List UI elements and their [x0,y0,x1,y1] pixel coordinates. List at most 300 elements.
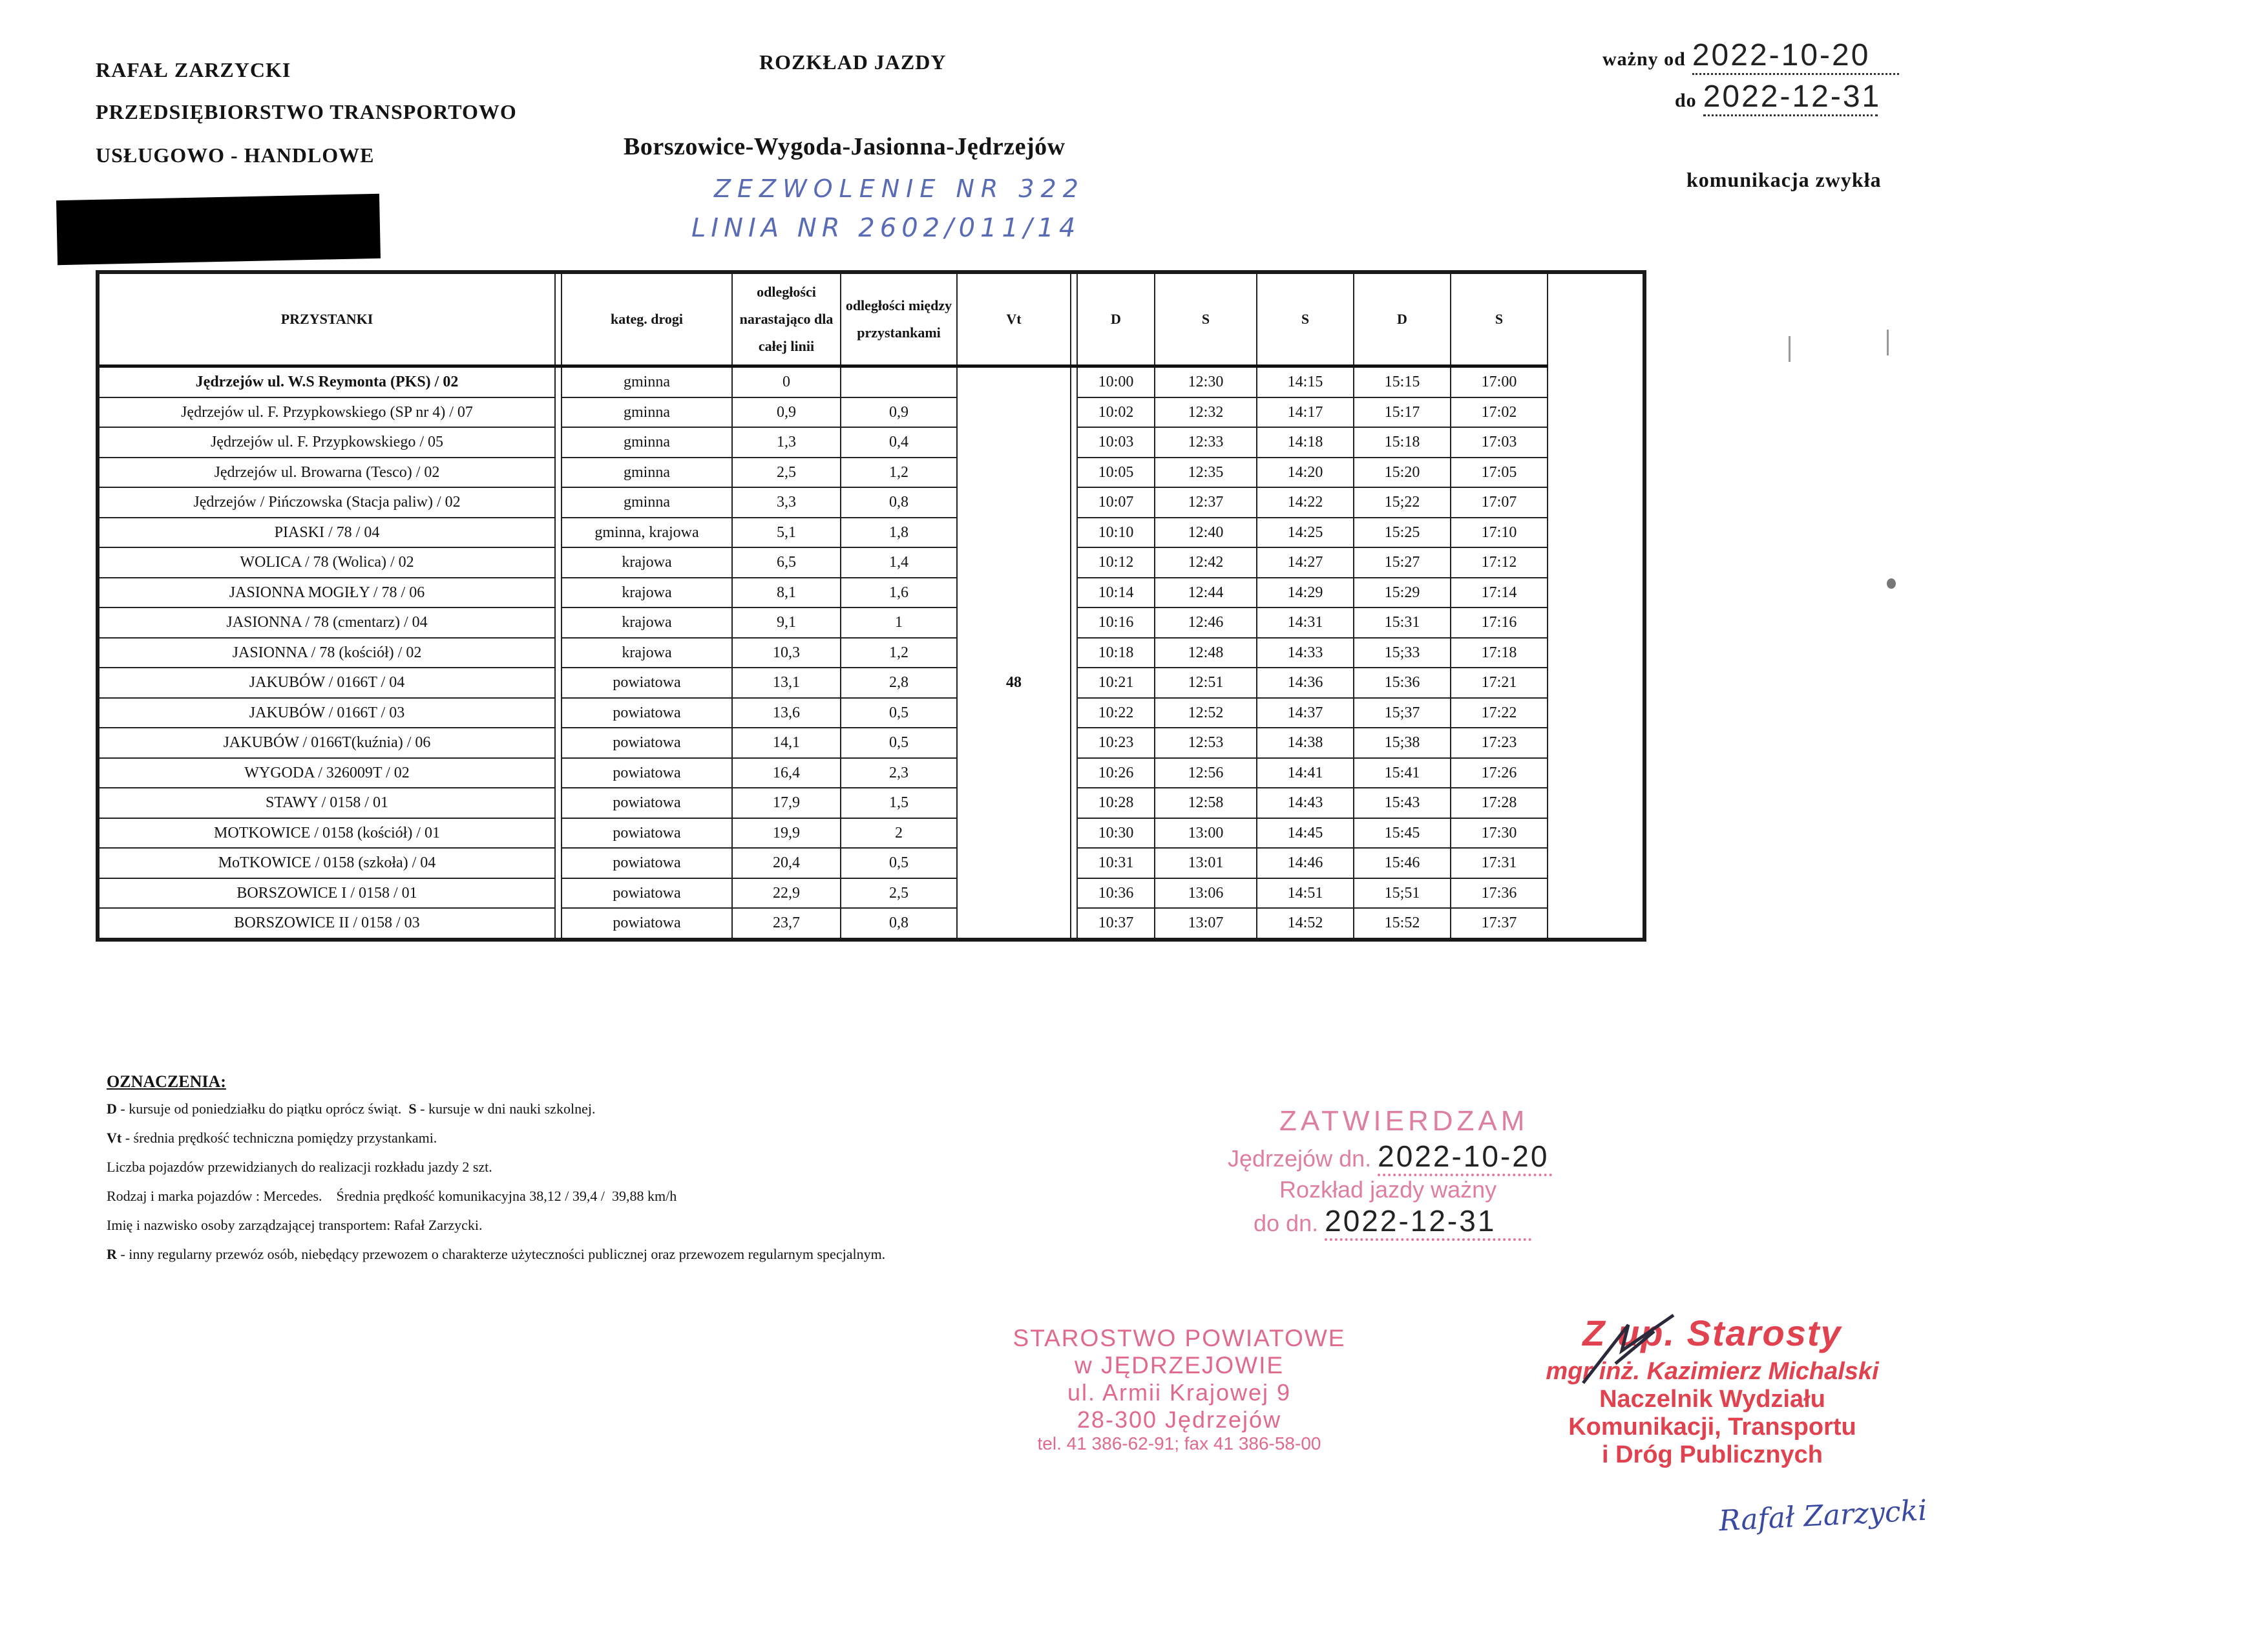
cumulative-distance-cell: 13,1 [732,668,841,698]
validity-block [1602,37,1906,116]
road-category-cell: powiatowa [562,908,732,940]
column-gap [1071,397,1077,428]
departure-time-cell: 10:31 [1077,848,1155,878]
cumulative-distance-cell: 23,7 [732,908,841,940]
departure-time-cell: 15;33 [1354,638,1451,668]
distance-between-cell: 1,2 [841,458,957,488]
departure-time-cell: 15:25 [1354,518,1451,548]
stop-name-cell: JASIONNA / 78 (cmentarz) / 04 [98,607,555,638]
legend-d-key: D [107,1101,117,1117]
legend-title: OZNACZENIA: [107,1072,226,1091]
table-row [98,698,1644,728]
scan-mark [1789,336,1790,362]
header-distance-between: odległości między przystankami [841,272,957,366]
distance-between-cell: 0,8 [841,487,957,518]
distance-between-cell: 2 [841,818,957,849]
vt-cell [957,397,1071,428]
stop-name-cell: BORSZOWICE II / 0158 / 03 [98,908,555,940]
departure-time-cell: 15:52 [1354,908,1451,940]
departure-time-cell: 14:41 [1257,758,1354,788]
legend-vt-text: - średnia prędkość techniczna pomiędzy przystankami. [121,1130,437,1146]
table-row [98,668,1644,698]
departure-time-cell: 12:51 [1155,668,1257,698]
road-category-cell: powiatowa [562,788,732,818]
legend-s-key: S [408,1101,417,1117]
distance-between-cell [841,366,957,397]
header-vt: Vt [957,272,1071,366]
stop-name-cell: MOTKOWICE / 0158 (kościół) / 01 [98,818,555,849]
departure-time-cell: 17:18 [1451,638,1548,668]
departure-time-cell: 10:30 [1077,818,1155,849]
cumulative-distance-cell: 5,1 [732,518,841,548]
table-row [98,397,1644,428]
departure-time-cell: 13:00 [1155,818,1257,849]
departure-time-cell: 12:46 [1155,607,1257,638]
vt-cell [957,547,1071,578]
stop-name-cell: PIASKI / 78 / 04 [98,518,555,548]
departure-time-cell: 14:20 [1257,458,1354,488]
departure-time-cell: 17:31 [1451,848,1548,878]
departure-time-cell: 15:45 [1354,818,1451,849]
stop-name-cell: Jędrzejów ul. F. Przypkowskiego / 05 [98,427,555,458]
header-road-category: kateg. drogi [562,272,732,366]
column-gap [1071,427,1077,458]
stop-name-cell: BORSZOWICE I / 0158 / 01 [98,878,555,909]
cumulative-distance-cell: 1,3 [732,427,841,458]
stop-name-cell: Jędrzejów ul. W.S Reymonta (PKS) / 02 [98,366,555,397]
departure-time-cell: 14:22 [1257,487,1354,518]
communication-type: komunikacja zwykła [1686,168,1882,191]
approval-place-date: 2022-10-20 [1378,1139,1549,1173]
departure-time-cell: 14:46 [1257,848,1354,878]
departure-time-cell: 10:21 [1077,668,1155,698]
departure-time-cell: 15:43 [1354,788,1451,818]
official-stamp-line4: Komunikacji, Transportu [1568,1413,1856,1441]
column-gap [555,578,562,608]
line-note: LINIA NR 2602/011/14 [691,213,1081,243]
stop-name-cell: STAWY / 0158 / 01 [98,788,555,818]
departure-time-cell: 10:16 [1077,607,1155,638]
table-row [98,578,1644,608]
road-category-cell: gminna [562,487,732,518]
departure-time-cell: 13:06 [1155,878,1257,909]
vt-cell: 48 [957,668,1071,698]
column-gap [1071,728,1077,758]
stop-name-cell: MoTKOWICE / 0158 (szkoła) / 04 [98,848,555,878]
cumulative-distance-cell: 13,6 [732,698,841,728]
legend-r-key: R [107,1246,117,1262]
column-gap [555,397,562,428]
redacted-block [56,194,381,265]
stop-name-cell: JASIONNA / 78 (kościół) / 02 [98,638,555,668]
legend-line-2 [107,1123,885,1152]
column-gap [555,668,562,698]
table-row [98,728,1644,758]
departure-time-cell: 15;22 [1354,487,1451,518]
table-row [98,848,1644,878]
departure-time-cell: 17:07 [1451,487,1548,518]
timetable [96,270,1646,942]
legend-r-text: - inny regularny przewóz osób, niebędący przewozem o charakterze użyteczności publicznej oraz przewozem regularnym specjalnym. [116,1246,886,1262]
departure-time-cell: 15:46 [1354,848,1451,878]
table-row [98,547,1644,578]
departure-time-cell: 15:20 [1354,458,1451,488]
signature-scribble-over-stamp [1577,1312,1693,1389]
cumulative-distance-cell: 0,9 [732,397,841,428]
approval-to-date: 2022-12-31 [1325,1204,1496,1238]
departure-time-cell: 14:29 [1257,578,1354,608]
column-gap [555,818,562,849]
header-cumulative-distance: odległości narastająco dla całej linii [732,272,841,366]
vt-cell [957,878,1071,909]
distance-between-cell: 0,5 [841,848,957,878]
departure-time-cell: 10:03 [1077,427,1155,458]
distance-between-cell: 2,8 [841,668,957,698]
legend-line-1 [107,1094,885,1123]
vt-cell [957,487,1071,518]
stop-name-cell: JAKUBÓW / 0166T / 04 [98,668,555,698]
departure-time-cell: 10:07 [1077,487,1155,518]
road-category-cell: powiatowa [562,848,732,878]
stop-name-cell: WYGODA / 326009T / 02 [98,758,555,788]
cumulative-distance-cell: 0 [732,366,841,397]
timetable-body [98,366,1644,940]
column-gap [1071,366,1077,397]
column-gap [555,908,562,940]
cumulative-distance-cell: 8,1 [732,578,841,608]
table-row [98,788,1644,818]
departure-time-cell: 15:18 [1354,427,1451,458]
distance-between-cell: 1 [841,607,957,638]
scan-speck [1887,578,1896,589]
road-category-cell: powiatowa [562,698,732,728]
distance-between-cell: 0,4 [841,427,957,458]
cumulative-distance-cell: 17,9 [732,788,841,818]
departure-time-cell: 14:33 [1257,638,1354,668]
departure-time-cell: 17:00 [1451,366,1548,397]
official-stamp [1486,1312,1938,1469]
road-category-cell: gminna [562,427,732,458]
column-gap [555,638,562,668]
column-gap [555,848,562,878]
approval-stamp [1228,1105,1590,1241]
distance-between-cell: 2,3 [841,758,957,788]
distance-between-cell: 1,5 [841,788,957,818]
header-run-1: D [1077,272,1155,366]
departure-time-cell: 15;51 [1354,878,1451,909]
office-stamp-line1: STAROSTWO POWIATOWE [1013,1325,1346,1351]
official-stamp-line1: Z up. Starosty [1582,1313,1842,1353]
road-category-cell: krajowa [562,638,732,668]
table-row [98,607,1644,638]
column-gap [1071,698,1077,728]
vt-cell [957,458,1071,488]
departure-time-cell: 12:32 [1155,397,1257,428]
stop-name-cell: WOLICA / 78 (Wolica) / 02 [98,547,555,578]
stop-name-cell: Jędrzejów ul. Browarna (Tesco) / 02 [98,458,555,488]
vt-cell [957,518,1071,548]
column-gap [555,427,562,458]
departure-time-cell: 17:02 [1451,397,1548,428]
timetable-header-row [98,272,1644,366]
legend-d-text: - kursuje od poniedziałku do piątku oprócz świąt. [116,1101,402,1117]
column-gap [1071,518,1077,548]
column-gap [1071,487,1077,518]
road-category-cell: krajowa [562,547,732,578]
column-gap [1071,878,1077,909]
road-category-cell: krajowa [562,578,732,608]
vt-cell [957,638,1071,668]
cumulative-distance-cell: 10,3 [732,638,841,668]
doc-title: ROZKŁAD JAZDY [759,50,947,74]
distance-between-cell: 1,8 [841,518,957,548]
road-category-cell: gminna, krajowa [562,518,732,548]
vt-cell [957,788,1071,818]
departure-time-cell: 14:25 [1257,518,1354,548]
table-row [98,487,1644,518]
departure-time-cell: 14:51 [1257,878,1354,909]
departure-time-cell: 14:52 [1257,908,1354,940]
road-category-cell: gminna [562,366,732,397]
column-gap [555,458,562,488]
departure-time-cell: 10:37 [1077,908,1155,940]
company-line3: USŁUGOWO - HANDLOWE [96,143,375,167]
departure-time-cell: 15:15 [1354,366,1451,397]
office-stamp-line5: tel. 41 386-62-91; fax 41 386-58-00 [1037,1433,1321,1453]
stop-name-cell: Jędrzejów ul. F. Przypkowskiego (SP nr 4) / 07 [98,397,555,428]
table-row [98,638,1644,668]
road-category-cell: krajowa [562,607,732,638]
legend-notes [107,1070,885,1269]
departure-time-cell: 14:31 [1257,607,1354,638]
column-gap [1071,788,1077,818]
valid-from-value: 2022-10-20 [1692,38,1871,72]
office-stamp [989,1325,1370,1454]
road-category-cell: powiatowa [562,728,732,758]
departure-time-cell: 13:07 [1155,908,1257,940]
vt-cell [957,366,1071,397]
departure-time-cell: 15:29 [1354,578,1451,608]
departure-time-cell: 14:43 [1257,788,1354,818]
header-run-2: S [1155,272,1257,366]
road-category-cell: powiatowa [562,818,732,849]
office-stamp-line3: ul. Armii Krajowej 9 [1067,1379,1292,1406]
column-gap [1071,638,1077,668]
departure-time-cell: 17:22 [1451,698,1548,728]
official-stamp-line5: i Dróg Publicznych [1601,1441,1823,1468]
departure-time-cell: 12:30 [1155,366,1257,397]
departure-time-cell: 10:00 [1077,366,1155,397]
signature: Rafał Zarzycki [1717,1494,1928,1538]
vt-cell [957,427,1071,458]
approval-title: ZATWIERDZAM [1279,1105,1529,1137]
table-row [98,758,1644,788]
distance-between-cell: 0,5 [841,728,957,758]
vt-cell [957,758,1071,788]
office-stamp-line4: 28-300 Jędrzejów [1076,1406,1282,1433]
vt-cell [957,578,1071,608]
stop-name-cell: JAKUBÓW / 0166T / 03 [98,698,555,728]
departure-time-cell: 12:53 [1155,728,1257,758]
header-run-5: S [1451,272,1548,366]
cumulative-distance-cell: 16,4 [732,758,841,788]
departure-time-cell: 12:52 [1155,698,1257,728]
departure-time-cell: 10:18 [1077,638,1155,668]
departure-time-cell: 17:28 [1451,788,1548,818]
column-gap [1071,458,1077,488]
column-gap [555,547,562,578]
header-stops: PRZYSTANKI [98,272,555,366]
company-line2: PRZEDSIĘBIORSTWO TRANSPORTOWO [96,100,517,123]
table-row [98,366,1644,397]
vt-cell [957,698,1071,728]
departure-time-cell: 17:23 [1451,728,1548,758]
departure-time-cell: 14:27 [1257,547,1354,578]
legend-vt-key: Vt [107,1130,122,1146]
departure-time-cell: 10:12 [1077,547,1155,578]
vt-cell [957,818,1071,849]
approval-valid-label: Rozkład jazdy ważny [1279,1176,1497,1203]
departure-time-cell: 15:27 [1354,547,1451,578]
departure-time-cell: 17:21 [1451,668,1548,698]
stop-name-cell: Jędrzejów / Pińczowska (Stacja paliw) / 02 [98,487,555,518]
cumulative-distance-cell: 2,5 [732,458,841,488]
departure-time-cell: 12:35 [1155,458,1257,488]
road-category-cell: gminna [562,458,732,488]
column-gap [1071,848,1077,878]
departure-time-cell: 14:45 [1257,818,1354,849]
cumulative-distance-cell: 3,3 [732,487,841,518]
column-gap [1071,758,1077,788]
legend-line-4: Rodzaj i marka pojazdów : Mercedes. Średnia prędkość komunikacyjna 38,12 / 39,4 / 39,88 km/h [107,1188,677,1204]
departure-time-cell: 12:33 [1155,427,1257,458]
column-gap [555,878,562,909]
scan-mark [1887,330,1889,355]
road-category-cell: powiatowa [562,668,732,698]
legend-line-3: Liczba pojazdów przewidzianych do realizacji rozkładu jazdy 2 szt. [107,1159,492,1175]
departure-time-cell: 12:42 [1155,547,1257,578]
table-row [98,458,1644,488]
vt-cell [957,607,1071,638]
permit-note: ZEZWOLENIE NR 322 [714,174,1085,203]
office-stamp-line2: w JĘDRZEJOWIE [1074,1352,1285,1379]
departure-time-cell: 17:10 [1451,518,1548,548]
departure-time-cell: 12:56 [1155,758,1257,788]
departure-time-cell: 15;37 [1354,698,1451,728]
table-row [98,878,1644,909]
cumulative-distance-cell: 22,9 [732,878,841,909]
stop-name-cell: JAKUBÓW / 0166T(kuźnia) / 06 [98,728,555,758]
departure-time-cell: 10:05 [1077,458,1155,488]
vt-cell [957,908,1071,940]
departure-time-cell: 10:10 [1077,518,1155,548]
departure-time-cell: 12:40 [1155,518,1257,548]
departure-time-cell: 10:02 [1077,397,1155,428]
legend-line-6 [107,1240,885,1269]
table-row [98,818,1644,849]
company-name: RAFAŁ ZARZYCKI [96,58,291,81]
departure-time-cell: 12:44 [1155,578,1257,608]
cumulative-distance-cell: 20,4 [732,848,841,878]
official-stamp-line3: Naczelnik Wydziału [1599,1386,1825,1413]
table-row [98,427,1644,458]
vt-cell [957,728,1071,758]
legend-s-text: - kursuje w dni nauki szkolnej. [416,1101,596,1117]
legend-line-5: Imię i nazwisko osoby zarządzającej transportem: Rafał Zarzycki. [107,1217,483,1233]
departure-time-cell: 10:28 [1077,788,1155,818]
distance-between-cell: 0,9 [841,397,957,428]
column-gap [555,788,562,818]
departure-time-cell: 15:17 [1354,397,1451,428]
departure-time-cell: 10:23 [1077,728,1155,758]
column-gap [555,728,562,758]
distance-between-cell: 1,6 [841,578,957,608]
departure-time-cell: 10:36 [1077,878,1155,909]
departure-time-cell: 17:03 [1451,427,1548,458]
column-gap [1071,607,1077,638]
departure-time-cell: 17:16 [1451,607,1548,638]
departure-time-cell: 17:30 [1451,818,1548,849]
road-category-cell: powiatowa [562,758,732,788]
column-gap [555,366,562,397]
departure-time-cell: 17:14 [1451,578,1548,608]
valid-to-value: 2022-12-31 [1703,79,1882,114]
departure-time-cell: 14:15 [1257,366,1354,397]
approval-place-label: Jędrzejów dn. [1228,1145,1372,1172]
column-gap [555,518,562,548]
header-run-3: S [1257,272,1354,366]
departure-time-cell: 17:36 [1451,878,1548,909]
departure-time-cell: 14:37 [1257,698,1354,728]
official-stamp-line2: mgr inż. Kazimierz Michalski [1546,1358,1879,1385]
departure-time-cell: 13:01 [1155,848,1257,878]
header-run-4: D [1354,272,1451,366]
column-gap [555,758,562,788]
column-gap [1071,578,1077,608]
departure-time-cell: 10:14 [1077,578,1155,608]
column-gap [555,698,562,728]
road-category-cell: powiatowa [562,878,732,909]
departure-time-cell: 15:36 [1354,668,1451,698]
departure-time-cell: 15;38 [1354,728,1451,758]
column-gap [1071,547,1077,578]
departure-time-cell: 17:26 [1451,758,1548,788]
distance-between-cell: 1,4 [841,547,957,578]
stop-name-cell: JASIONNA MOGIŁY / 78 / 06 [98,578,555,608]
departure-time-cell: 14:36 [1257,668,1354,698]
departure-time-cell: 10:22 [1077,698,1155,728]
column-gap [1071,668,1077,698]
approval-to-label: do dn. [1254,1210,1319,1236]
departure-time-cell: 14:17 [1257,397,1354,428]
column-gap [555,607,562,638]
departure-time-cell: 12:37 [1155,487,1257,518]
departure-time-cell: 17:12 [1451,547,1548,578]
column-gap [555,487,562,518]
departure-time-cell: 17:05 [1451,458,1548,488]
departure-time-cell: 10:26 [1077,758,1155,788]
distance-between-cell: 0,5 [841,698,957,728]
departure-time-cell: 17:37 [1451,908,1548,940]
departure-time-cell: 12:58 [1155,788,1257,818]
road-category-cell: gminna [562,397,732,428]
table-row [98,908,1644,940]
departure-time-cell: 15:41 [1354,758,1451,788]
column-gap [1071,908,1077,940]
departure-time-cell: 12:48 [1155,638,1257,668]
vt-cell [957,848,1071,878]
distance-between-cell: 1,2 [841,638,957,668]
